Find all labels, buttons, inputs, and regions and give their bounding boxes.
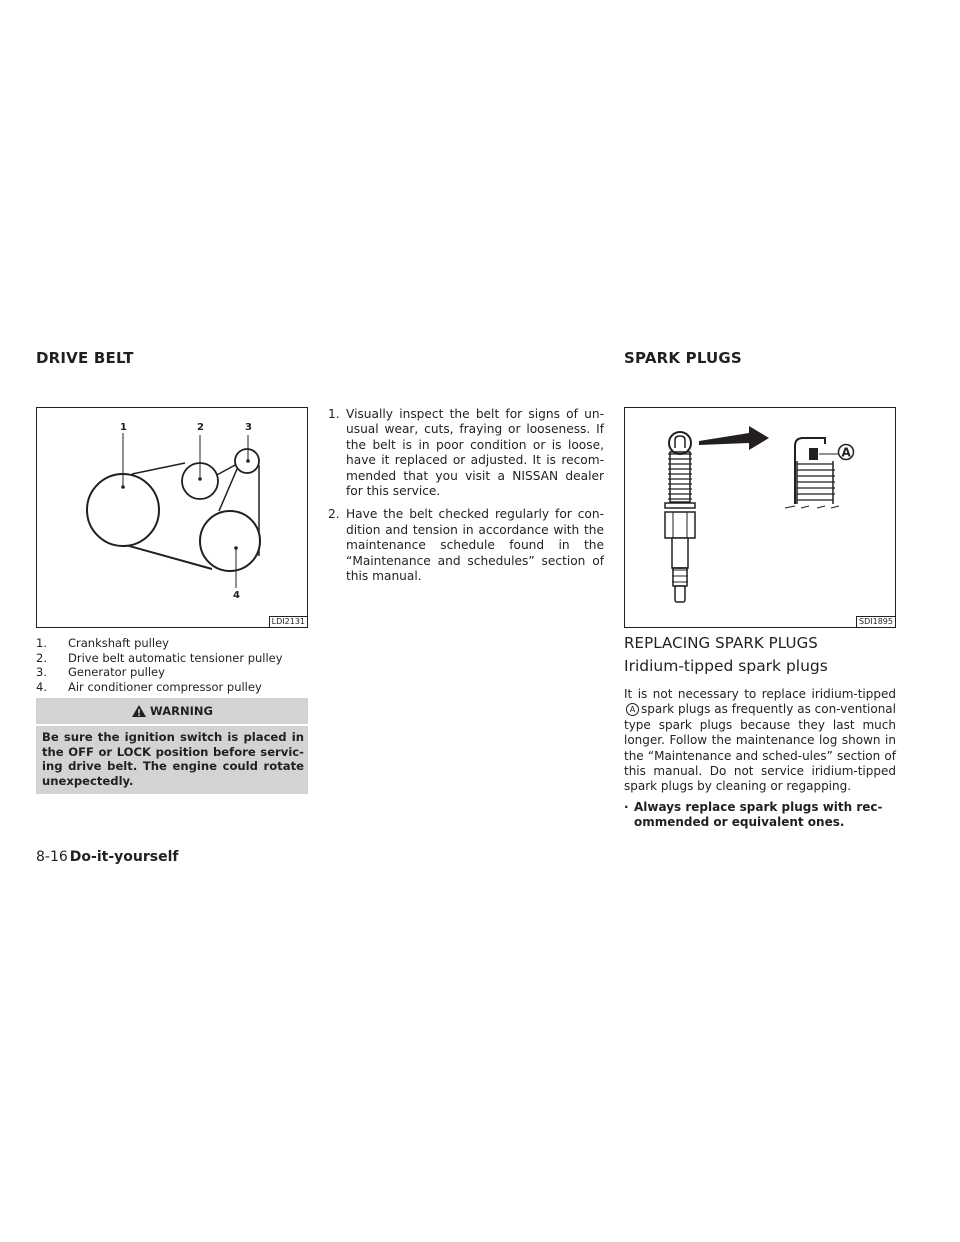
inspection-steps [328, 407, 604, 592]
callout-a: A [841, 445, 851, 460]
warning-title: WARNING [36, 698, 308, 726]
callout-a-marker: A [626, 703, 639, 716]
callout-3: 3 [245, 422, 252, 433]
bullet-dot-icon: · [624, 800, 629, 814]
warning-box [36, 698, 308, 794]
warning-triangle-icon [131, 704, 147, 718]
drive-belt-heading: DRIVE BELT [36, 349, 134, 367]
page-number: 8-16 [36, 849, 68, 865]
callout-2: 2 [197, 422, 204, 433]
warning-text: Be sure the ignition switch is placed in the OFF or LOCK position before servic-ing drive belt. The engine could rotate unexpectedly. [42, 730, 304, 788]
page-footer [36, 849, 178, 865]
step-item: 1. Visually inspect the belt for signs of un-usual wear, cuts, fraying or looseness. If the belt is in poor condition or is loose, have it replaced or adjusted. It is recom-mended that you visit a NISSAN dealer for this service. [328, 407, 604, 499]
compressor-pulley [200, 511, 260, 571]
iridium-paragraph: It is not necessary to replace iridium-tippedA spark plugs as frequently as con-ventional type spark plugs because they last much longer. Follow the maintenance log shown in the “Maintenance and sched-ules” section of this manual. Do not service iridium-tipped spark plugs by cleaning or regapping. [624, 687, 896, 794]
belt-diagram [37, 408, 307, 627]
pulley-legend [36, 636, 308, 694]
callout-4: 4 [233, 590, 240, 601]
spark-plug-diagram [625, 408, 895, 627]
callout-1: 1 [120, 422, 127, 433]
figure-code: LDI2131 [269, 616, 307, 627]
legend-item: 1. Crankshaft pulley [36, 636, 169, 650]
section-name: Do-it-yourself [69, 849, 179, 865]
replacing-spark-plugs-heading: REPLACING SPARK PLUGS [624, 634, 818, 652]
legend-item: 4. Air conditioner compressor pulley [36, 679, 262, 694]
iridium-heading: Iridium-tipped spark plugs [624, 657, 828, 675]
legend-item: 2. Drive belt automatic tensioner pulley [36, 650, 283, 665]
spark-plug-figure [624, 407, 896, 628]
legend-item: 3. Generator pulley [36, 665, 165, 680]
bullet-item: · Always replace spark plugs with rec-ommended or equivalent ones. [624, 800, 883, 830]
step-item: 2. Have the belt checked regularly for con-dition and tension in accordance with the maintenance schedule found in the “Maintenance and schedules” section of this manual. [328, 507, 604, 584]
spark-plugs-heading: SPARK PLUGS [624, 349, 742, 367]
drive-belt-figure [36, 407, 308, 628]
figure-code: SDI1895 [856, 616, 895, 627]
